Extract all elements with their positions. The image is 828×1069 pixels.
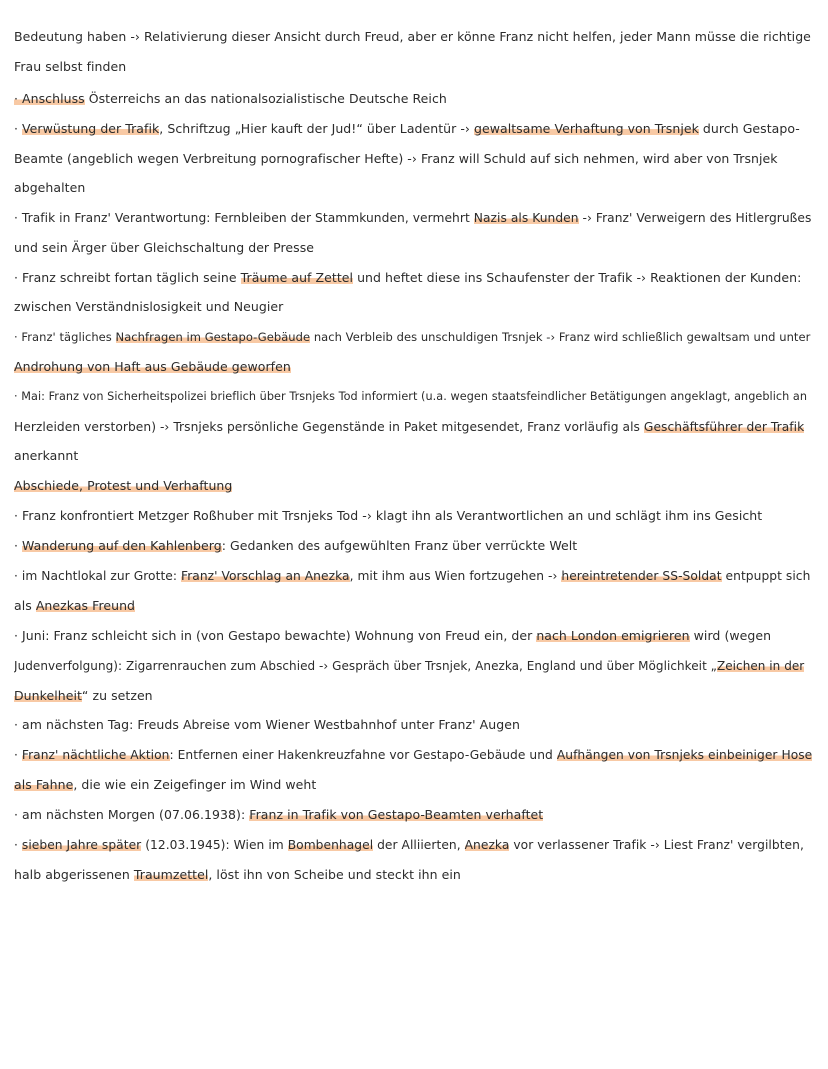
highlighted-text: Wanderung auf den Kahlenberg xyxy=(22,538,222,553)
note-line xyxy=(14,716,814,734)
highlighted-text: Nachfragen im Gestapo-Gebäude xyxy=(115,330,311,344)
note-line xyxy=(14,507,814,525)
note-text: als xyxy=(14,598,36,613)
note-text: , mit ihm aus Wien fortzugehen -› xyxy=(349,569,562,583)
note-text: zwischen Verständnislosigkeit und Neugier xyxy=(14,299,284,314)
highlighted-text: nach London emigrieren xyxy=(536,628,690,643)
highlighted-text: · Anschluss xyxy=(14,91,85,106)
note-line xyxy=(14,28,814,46)
note-line xyxy=(14,567,814,585)
note-text: abgehalten xyxy=(14,180,86,195)
note-line xyxy=(14,776,814,794)
note-text: und heftet diese ins Schaufenster der Trafik -› Reaktionen der Kunden: xyxy=(353,270,802,285)
highlighted-text: Zeichen in der xyxy=(716,659,805,673)
note-line xyxy=(14,477,814,495)
note-text: , löst ihn von Scheibe und steckt ihn ein xyxy=(208,867,461,882)
note-line xyxy=(14,58,814,76)
note-line xyxy=(14,687,814,705)
note-text: “ zu setzen xyxy=(81,688,153,703)
note-line xyxy=(14,447,814,465)
note-text: entpuppt sich xyxy=(721,569,811,583)
note-text: · Franz konfrontiert Metzger Roßhuber mit Trsnjeks Tod -› klagt ihn als Verantwortlichen an und schlägt ihm ins Gesicht xyxy=(14,508,763,523)
note-text: nach Verbleib des unschuldigen Trsnjek -› Franz wird schließlich gewaltsam und unter xyxy=(310,330,811,344)
note-line xyxy=(14,597,814,615)
highlighted-text: Franz in Trafik von Gestapo-Beamten verhaftet xyxy=(249,807,544,822)
highlighted-text: Träume auf Zettel xyxy=(240,270,354,285)
note-text: · Franz' tägliches xyxy=(14,330,116,344)
note-text: , Schriftzug „Hier kauft der Jud!“ über Ladentür -› xyxy=(159,121,474,136)
note-text: der Alliierten, xyxy=(373,838,465,852)
note-line xyxy=(14,90,814,108)
note-line xyxy=(14,209,814,227)
note-text: Judenverfolgung): Zigarrenrauchen zum Abschied -› Gespräch über Trsnjek, Anezka, England und über Möglichkeit „ xyxy=(14,659,717,673)
note-line xyxy=(14,418,814,436)
note-text: vor verlassener Trafik -› Liest Franz' vergilbten, xyxy=(509,838,804,852)
note-text: · xyxy=(14,121,23,136)
note-text: · am nächsten Tag: Freuds Abreise vom Wiener Westbahnhof unter Franz' Augen xyxy=(14,717,520,732)
highlighted-text: Abschiede, Protest und Verhaftung xyxy=(14,478,233,493)
note-text: halb abgerissenen xyxy=(14,867,134,882)
note-text: · Juni: Franz schleicht sich in (von Gestapo bewachte) Wohnung von Freud ein, der xyxy=(14,628,537,643)
note-text: durch Gestapo- xyxy=(698,121,800,136)
highlighted-text: Anezkas Freund xyxy=(35,598,136,613)
note-text: , die wie ein Zeigefinger im Wind weht xyxy=(73,777,317,792)
highlighted-text: Androhung von Haft aus Gebäude geworfen xyxy=(14,359,291,374)
note-line xyxy=(14,866,814,884)
note-line xyxy=(14,657,814,675)
note-line xyxy=(14,388,814,406)
note-text: anerkannt xyxy=(14,448,79,463)
highlighted-text: Nazis als Kunden xyxy=(473,211,579,225)
note-text: · Mai: Franz von Sicherheitspolizei brieflich über Trsnjeks Tod informiert (u.a. wegen staatsfeindlicher Betätigungen angeklagt, angeblich an xyxy=(14,390,808,403)
note-text: · xyxy=(14,748,22,762)
note-text: Herzleiden verstorben) -› Trsnjeks persönliche Gegenstände in Paket mitgesendet, Franz vorläufig als xyxy=(14,420,644,434)
highlighted-text: Franz' nächtliche Aktion xyxy=(21,748,170,762)
note-line xyxy=(14,328,814,346)
note-text: · im Nachtlokal zur Grotte: xyxy=(14,569,182,583)
note-text: (12.03.1945): Wien im xyxy=(141,838,288,852)
note-text: · am nächsten Morgen (07.06.1938): xyxy=(14,807,250,822)
highlighted-text: Traumzettel xyxy=(133,867,209,882)
note-line xyxy=(14,746,814,764)
note-text: Bedeutung haben -› Relativierung dieser Ansicht durch Freud, aber er könne Franz nicht helfen, jeder Mann müsse die richtige xyxy=(14,29,811,44)
note-text: · xyxy=(14,538,23,553)
note-text: Österreichs an das nationalsozialistische Deutsche Reich xyxy=(84,91,447,106)
note-line xyxy=(14,179,814,197)
note-line xyxy=(14,239,814,257)
highlighted-text: Geschäftsführer der Trafik xyxy=(643,420,805,434)
note-text: · Trafik in Franz' Verantwortung: Fernbleiben der Stammkunden, vermehrt xyxy=(14,211,474,225)
highlighted-text: Bombenhagel xyxy=(287,838,374,852)
note-text: · Franz schreibt fortan täglich seine xyxy=(14,270,241,285)
note-line xyxy=(14,269,814,287)
highlighted-text: hereintretender SS-Soldat xyxy=(561,569,722,583)
note-line xyxy=(14,150,814,168)
note-line xyxy=(14,806,814,824)
highlighted-text: Franz' Vorschlag an Anezka xyxy=(181,569,350,583)
note-text: : Gedanken des aufgewühlten Franz über verrückte Welt xyxy=(221,538,578,553)
highlighted-text: Verwüstung der Trafik xyxy=(22,121,160,136)
note-line xyxy=(14,298,814,316)
highlighted-text: gewaltsame Verhaftung von Trsnjek xyxy=(474,121,699,136)
note-text: Beamte (angeblich wegen Verbreitung pornografischer Hefte) -› Franz will Schuld auf sich nehmen, wird aber von Trsnjek xyxy=(14,151,778,166)
highlighted-text: als Fahne xyxy=(14,777,74,792)
note-line xyxy=(14,627,814,645)
highlighted-text: Anezka xyxy=(464,838,510,852)
highlighted-text: sieben Jahre später xyxy=(21,838,142,852)
note-text: Frau selbst finden xyxy=(14,59,127,74)
note-line xyxy=(14,358,814,376)
highlighted-text: Dunkelheit xyxy=(14,688,82,703)
note-text: -› Franz' Verweigern des Hitlergrußes xyxy=(578,211,812,225)
note-text: : Entfernen einer Hakenkreuzfahne vor Gestapo-Gebäude und xyxy=(169,748,557,762)
note-line xyxy=(14,836,814,854)
note-line xyxy=(14,537,814,555)
note-text: wird (wegen xyxy=(689,628,772,643)
note-text: und sein Ärger über Gleichschaltung der Presse xyxy=(14,240,315,255)
note-line xyxy=(14,120,814,138)
highlighted-text: Aufhängen von Trsnjeks einbeiniger Hose xyxy=(556,748,813,762)
note-text: · xyxy=(14,838,22,852)
